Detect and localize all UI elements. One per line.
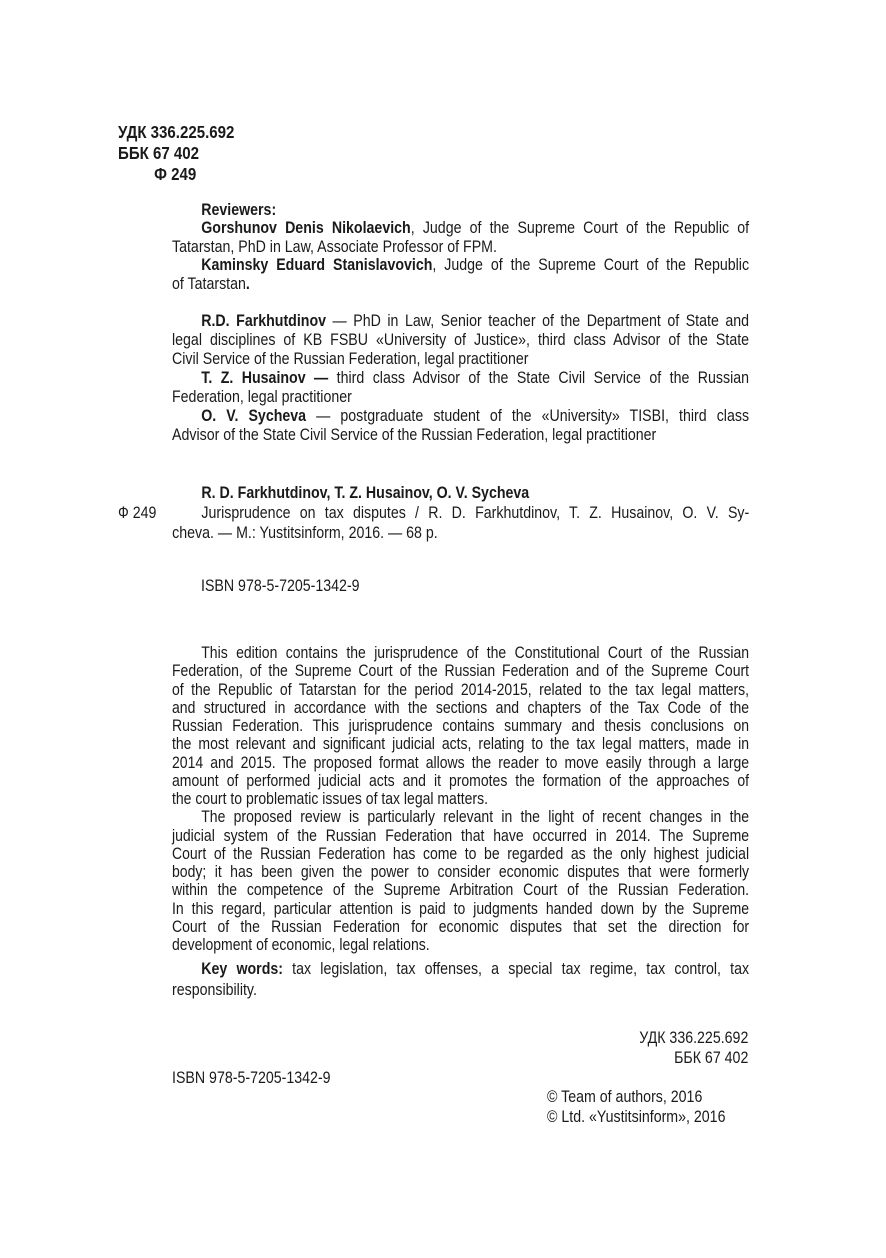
author-line: Civil Service of the Russian Federation, legal practitioner [172,350,529,368]
abstract-line: This edition contains the jurisprudence of the Constitutional Court of the Russian [201,644,750,662]
footer-codes [560,1028,748,1068]
keywords-line: responsibility. [172,981,257,999]
catalog-record [118,483,749,543]
abstract-line: development of economic, legal relations. [172,936,430,954]
catalog-authors: R. D. Farkhutdinov, T. Z. Husainov, O. V. Sycheva [201,484,530,502]
abstract-line: 2014 and 2015. The proposed format allows the reader to move easily through a large [172,753,750,772]
abstract-line: within the competence of the Supreme Arbitration Court of the Russian Federation. [172,881,750,900]
reviewers-heading: Reviewers: [201,201,277,219]
abstract-line: Federation, of the Supreme Court of the Russian Federation and of the Supreme Court [172,662,750,681]
abstract-line: Court of the Russian Federation has come to be regarded as the only highest judicial [172,844,750,863]
author-line: T. Z. Husainov — third class Advisor of the State Civil Service of the Russian [201,369,750,387]
author-line: Advisor of the State Civil Service of the Russian Federation, legal practitioner [172,426,657,444]
author-line: Federation, legal practitioner [172,388,352,406]
authors-section [172,312,749,445]
bold-lead: Gorshunov Denis Nikolaevich [201,219,411,238]
author-line: O. V. Sycheva — postgraduate student of the «University» TISBI, third class [201,407,750,425]
reviewers-section [172,201,749,293]
catalog-isbn: ISBN 978-5-7205-1342-9 [201,577,360,595]
keywords [172,959,749,1001]
author-line: R.D. Farkhutdinov — PhD in Law, Senior teacher of the Department of State and [201,312,750,330]
abstract-line: the most relevant and significant judicial acts, relating to the tax legal matters, made in [172,735,750,754]
bbk-code: ББК 67 402 [118,143,200,163]
abstract-line: The proposed review is particularly relevant in the light of recent changes in the [201,808,750,827]
classification-block [118,122,234,185]
abstract-line: amount of performed judicial acts and it promotes the formation of the approaches of [172,771,750,790]
copyright-block [547,1087,725,1127]
bold-lead: O. V. Sycheva [201,407,307,425]
bold-lead: Kaminsky Eduard Stanislavovich [201,256,433,275]
copyright-publisher: © Ltd. «Yustitsinform», 2016 [547,1108,726,1126]
reviewer-line: Tatarstan, PhD in Law, Associate Professor of FPM. [172,237,497,256]
author-line: legal disciplines of KB FSBU «University of Justice», third class Advisor of the State [172,331,750,349]
footer-bbk: ББК 67 402 [674,1049,749,1067]
udk-code: УДК 336.225.692 [118,122,235,142]
keywords-line: Key words: tax legislation, tax offenses, a special tax regime, tax control, tax [201,960,750,978]
catalog-line-1: Jurisprudence on tax disputes / R. D. Farkhutdinov, T. Z. Husainov, O. V. Sy- [201,504,750,522]
copyright-authors: © Team of authors, 2016 [547,1088,703,1106]
bold-lead: R.D. Farkhutdinov [201,312,327,330]
abstract-line: In this regard, particular attention is paid to judgments handed down by the Supreme [172,899,750,918]
bold-lead: Key words: [201,960,283,978]
abstract [172,644,749,954]
catalog-sign: Ф 249 [118,504,157,522]
abstract-line: Russian Federation. This jurisprudence contains summary and thesis conclusions on [172,717,750,735]
reviewer-line: of Tatarstan. [172,274,250,293]
reviewer-line: Gorshunov Denis Nikolaevich, Judge of the Supreme Court of the Republic of [201,219,750,238]
abstract-line: and structured in accordance with the sections and chapters of the Tax Code of the [172,698,750,717]
bold-lead: T. Z. Husainov — [201,369,329,387]
abstract-line: the court to problematic issues of tax legal matters. [172,790,488,808]
abstract-line: judicial system of the Russian Federation that have occurred in 2014. The Supreme [172,826,750,845]
catalog-line-2: cheva. — M.: Yustitsinform, 2016. — 68 p. [172,524,438,542]
reviewer-line: Kaminsky Eduard Stanislavovich, Judge of the Supreme Court of the Republic [201,256,750,275]
footer-udk: УДК 336.225.692 [639,1029,749,1047]
footer-isbn: ISBN 978-5-7205-1342-9 [172,1069,331,1087]
abstract-line: of the Republic of Tatarstan for the period 2014-2015, related to the tax legal matters, [172,680,750,699]
abstract-line: Court of the Russian Federation for economic disputes that set the direction for [172,917,750,936]
abstract-line: body; it has been given the power to consider economic disputes that were formerly [172,863,750,881]
author-sign: Ф 249 [154,164,197,184]
